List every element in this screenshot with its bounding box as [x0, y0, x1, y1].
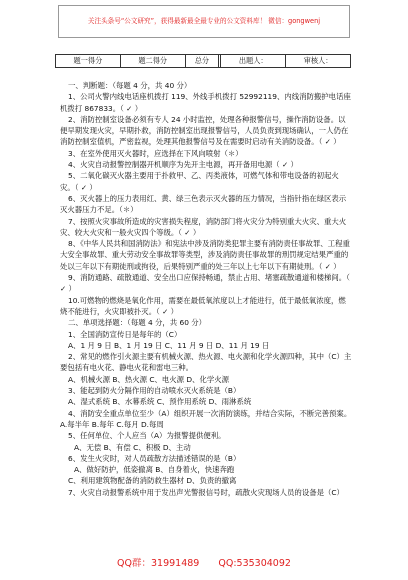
choice-question-5: 5、任何单位、个人应当（A）为报警提供便利。	[68, 431, 226, 441]
choice-question-7: 7、火灾自动报警系统中用于发出声光警报信号时，疏散火灾现场人员的设备是（C）	[68, 487, 344, 497]
score-cell-author: 出题人：	[221, 55, 286, 68]
choice-options-6a: A、做好防护，低姿撤离 B、自身着火，快速奔跑	[74, 465, 235, 475]
judgment-item-5: 5、二氧化碳灭火器主要用于扑救甲、乙、丙类液体，可燃气体和带电设备的初起火灾。（ ✓ ）	[60, 171, 339, 192]
score-cell-reviewer: 审核人：	[286, 55, 351, 68]
score-cell-q2: 题二得分	[120, 55, 185, 68]
score-table	[55, 54, 351, 68]
judgment-item-7: 7、按照火灾事故所造成的灾害损失程度，消防部门将火灾分为特别重大火灾、重大火灾、较大火灾和一般火灾四个等级。（ ✓ ）	[60, 216, 347, 237]
judgment-item-10: 10.可燃物的燃烧是氧化作用，需要在最低氧浓度以上才能进行，低于最低氧浓度，燃烧不能进行，火灾即被扑灭。（ ✓ ）	[60, 295, 346, 316]
score-cell-q1: 题一得分	[56, 55, 121, 68]
score-cell-total: 总分	[185, 55, 219, 68]
section-title-judgment: 一、判断题：（每题 4 分，共 40 分）	[68, 81, 192, 90]
choice-options-1: A、1 月 9 日 B、1 月 19 日 C、11 月 9 日 D、11 月 19 日	[68, 340, 270, 350]
choice-options-3: A、湿式系统 B、水幕系统 C、预作用系统 D、雨淋系统	[68, 397, 252, 407]
choice-options-6c: C、利用建筑物配备的消防救生器材 D、负责的撤离	[68, 476, 237, 486]
choice-options-5: A、无偿 B、有偿 C、积极 D、主动	[74, 442, 191, 452]
choice-question-2: 2、常见的燃作引火源主要有机械火源、热火源、电火源和化学火源四种，其中（C）主要包括有电火花、静电火花和雷电三种。	[60, 352, 352, 373]
section-title-choice: 二、单项选择题：（每题 4 分，共 60 分）	[68, 318, 207, 328]
footer-qq-group: QQ群：31991489	[117, 558, 200, 569]
choice-options-4: A.每半年 B.每年 C.每月 D.每周	[60, 419, 164, 429]
judgment-item-6: 6、灭火器上的压力表用红、黄、绿三色表示灭火器的压力情况，当指针指在绿区表示灭火器压力不足。（＊）	[60, 193, 347, 215]
choice-question-4: 4、消防安全重点单位至少（A）组织开展一次消防演练，并结合实际，不断完善预案。	[68, 408, 352, 418]
judgment-item-3: 3、在室外使用灭火器时，应选择在下风向喷射（＊）	[68, 148, 243, 158]
choice-options-2: A、机械火源 B、热火源 C、电火源 D、化学火源	[68, 374, 230, 384]
judgment-item-9: 9、消防通路、疏散通道、安全出口应保持畅通，禁止占用、堵塞疏散通道和楼梯间。（ ✓ ）	[60, 273, 350, 294]
promo-banner: 关注头条号“公文研究”，获得最新最全最专业的公文资料库！ 微信：gongwenj	[58, 5, 350, 38]
footer-qq: QQ:535304092	[218, 558, 291, 569]
score-table-row	[56, 55, 351, 68]
choice-question-3: 3、能起到防火分隔作用的自动喷水灭火系统是（B）	[68, 386, 241, 396]
choice-question-6: 6、发生火灾时，对人员疏散方法描述错误的是（B）	[68, 453, 241, 463]
judgment-item-1: 1、公司火警内线电话座机拨打 119、外线手机拨打 52992119、内线消防搬护电话座机拨打 867833。（ ✓ ）	[60, 92, 351, 113]
judgment-item-8: 8、《中华人民共和国消防法》和宪法中涉及消防类犯罪主要有消防责任事故罪、工程重大安全事故罪、重大劳动安全事故罪等类型，涉及消防责任事故罪的刑罚规定结果严重的处以三年以下有期徒刑或拘役，后果特别严重的处三年以上七年以下有期徒刑。（ ✓ ）	[60, 239, 350, 271]
exam-content	[60, 80, 352, 498]
judgment-item-2: 2、消防控制室设备必须有专人 24 小时监控，处理各种报警信号，操作消防设备。以便早期发现火灾，早期扑救，消防控制室出现报警信号，人员负责到现场确认，一人仍在消防控制室值机，严密监视，处理其他报警信号及在需要时启动有关消防设备。（ ✓ ）	[60, 114, 349, 147]
choice-question-1: 1、全国消防宣传日是每年的（C）	[68, 329, 182, 339]
contact-footer	[0, 555, 408, 569]
judgment-item-4: 4、火灾自动报警控制器开机顺序为先开主电源，再开备用电源（ ✓ ）	[68, 160, 298, 170]
